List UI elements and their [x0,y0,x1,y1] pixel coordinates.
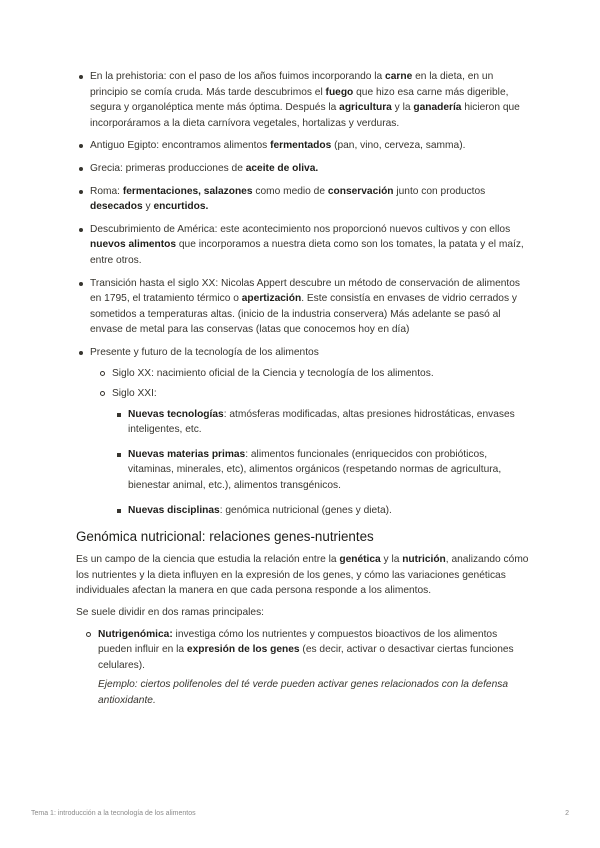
footer-title: Tema 1: introducción a la tecnología de los alimentos [31,810,196,817]
presente-sublist [90,366,532,402]
section-paragraph-2: Se suele dividir en dos ramas principales: [76,607,264,619]
sublist-item-disciplinas: Nuevas disciplinas: genómica nutricional (genes y dieta). [90,503,532,519]
section-heading: Genómica nutricional: relaciones genes-nutrientes [76,529,374,545]
section-paragraph-1: Es un campo de la ciencia que estudia la relación entre la genética y la nutrición, analizando cómo los nutrientes y la dieta influyen en la expresión de los genes, y cómo las variaciones genéticas individuales afectan la manera en que cada persona responde a los alimentos. [76,554,529,597]
list-item-roma: Roma: fermentaciones, salazones como medio de conservación junto con productos desecados y encurtidos. [76,184,532,215]
ramas-list [76,627,532,709]
page-content [76,69,532,714]
list-item-grecia: Grecia: primeras producciones de aceite de oliva. [76,161,532,177]
sublist-item-siglo-xxi: Siglo XXI: [90,386,532,402]
list-item-prehistoria: En la prehistoria: con el paso de los años fuimos incorporando la carne en la dieta, en un principio se comía cruda. Más tarde descubrimos el fuego que hizo esa carne más digerible, segura y organoléptica mente más óptima. Después la agricultura y la ganadería hicieron que incorporáramos a la dieta carnívora vegetales, hortalizas y verduras. [76,69,532,131]
list-item-presente: Presente y futuro de la tecnología de los alimentos Siglo XX: nacimiento oficial de la Ciencia y tecnología de los alimentos. Siglo XXI: Nuevas tecnologías: atmósferas modificadas, altas presiones hidrostáticas, envases inteligentes, etc. Nuevas materias primas: alimentos funcionales (enriquecidos con probióticos, vitaminas, minerales, etc), alimentos orgánicos (respetando normas de agricultura, bienestar animal, etc.), alimentos transgénicos. Nuevas disciplinas: genómica nutricional (genes y dieta). [76,345,532,518]
example-text: Ejemplo: ciertos polifenoles del té verde pueden activar genes relacionados con la defensa antioxidante. [98,679,509,706]
sublist-item-siglo-xx: Siglo XX: nacimiento oficial de la Ciencia y tecnología de los alimentos. [90,366,532,382]
history-list [76,69,532,518]
sublist-item-materias: Nuevas materias primas: alimentos funcionales (enriquecidos con probióticos, vitaminas, minerales, etc), alimentos orgánicos (respetando normas de agricultura, bienestar animal, etc.), alimentos transgénicos. [90,447,532,494]
sublist-item-tecnologias: Nuevas tecnologías: atmósferas modificadas, altas presiones hidrostáticas, envases inteligentes, etc. [90,407,532,438]
list-item-nutrigenomica: Nutrigenómica: investiga cómo los nutrientes y compuestos bioactivos de los alimentos pueden influir en la expresión de los genes (es decir, activar o desactivar ciertas funciones celulares). Ejemplo: ciertos polifenoles del té verde pueden activar genes relacionados con la defensa antioxidante. [76,627,532,709]
list-item-egipto: Antiguo Egipto: encontramos alimentos fermentados (pan, vino, cerveza, samma). [76,138,532,154]
list-item-america: Descubrimiento de América: este acontecimiento nos proporcionó nuevos cultivos y con ellos nuevos alimentos que incorporamos a nuestra dieta como son los tomates, la patata y el maíz, entre otros. [76,222,532,269]
list-item-transicion: Transición hasta el siglo XX: Nicolas Appert descubre un método de conservación de alimentos en 1795, el tratamiento térmico o apertización. Este consistía en envases de vidrio cerrados y sometidos a temperaturas altas. (inicio de la industria conservera) Más adelante se pasó al envase de metal para las conservas (latas que conocemos hoy en día) [76,276,532,338]
page-number: 2 [565,810,569,817]
siglo-xxi-sublist [90,407,532,519]
